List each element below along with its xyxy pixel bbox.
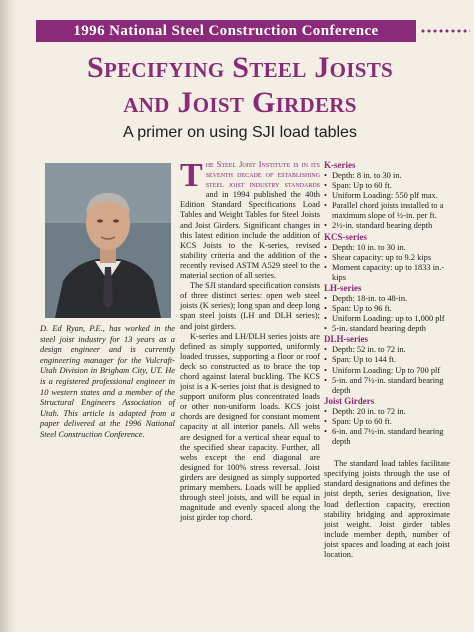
body-paragraph-2: The SJI standard specification consists of three distinct series: open web steel joists (K series); long span and deep long span steel joists (LH and DLH series); and joist girders. <box>180 281 320 331</box>
series-spec-column <box>324 160 450 560</box>
list-item: • Depth: 18-in. to 48-in. <box>324 294 450 304</box>
list-item: • Parallel chord joists installed to a maximum slope of ½-in. per ft. <box>324 201 450 221</box>
closing-paragraph: The standard load tables facilitate specifying joists through the use of standard designations and defines the joist depth, series designation, live load deflection capacity, erection stability bridging and approximate joist weight. Joist girder tables include member depth, number of joist spaces and loading at each joist location. <box>324 459 450 559</box>
list-item: • Uniform Loading: up to 1,000 plf <box>324 314 450 324</box>
list-item: • Depth: 52 in. to 72 in. <box>324 345 450 355</box>
title-line-1: Specifying Steel Joists <box>86 51 393 84</box>
series-lh <box>324 283 450 334</box>
body-paragraph-1-text: and in 1994 published the 40th Edition Standard Specifications Load Tables and Weight Tables for Steel Joists and Joist Girders. Significant changes in this latest edition include the addition of KCS Joists to the K-series, revised stability criteria and the addition of the recently revised ASTM A529 steel to the material section of all series. <box>180 190 320 281</box>
series-heading: DLH-series <box>324 334 368 345</box>
drop-cap: T <box>180 157 203 194</box>
list-item: • Depth: 8 in. to 30 in. <box>324 171 450 181</box>
title-line-2: and Joist Girders <box>123 86 357 119</box>
author-bio-caption: D. Ed Ryan, P.E., has worked in the steel joist industry for 13 years as a design engineer and is currently engineering manager for the Vulcraft-Utah Division in Brigham City, UT. He is a registered professional engineer in 10 western states and a member of the Structural Engineers Association of Utah. This article is adapted from a paper delivered at the 1996 National Steel Construction Conference. <box>40 324 175 439</box>
list-item: • Depth: 10 in. to 30 in. <box>324 243 450 253</box>
list-item: • Span: Up to 60 ft. <box>324 417 450 427</box>
series-heading: K-series <box>324 160 356 170</box>
body-paragraph-3: K-series and LH/DLH series joists are defined as simply supported, uniformly loaded trusses, supporting a floor or roof deck so constructed as to brace the top chord against lateral buckling. The KCS joist is a K-series joist that is designed to support uniform plus concentrated loads or other non-uniform loads. KCS joist chords are designed for constant moment capacity at all interior panels. All webs are designed for a vertical shear equal to the specified shear capacity. Further, all webs except the end diagonal are designed for 100% stress reversal. Joist girders are designed as simply supported primary members. Loads will be applied through steel joists, and will be equal in magnitude and evenly spaced along the joist girder top chord. <box>180 331 320 523</box>
list-item: • Moment capacity: up to 1833 in.-kips <box>324 263 450 283</box>
series-heading: KCS-series <box>324 231 367 242</box>
list-item: • Depth: 20 in. to 72 in. <box>324 407 450 417</box>
article-body-column <box>180 157 320 523</box>
series-dlh <box>324 334 450 395</box>
author-photo <box>45 163 171 318</box>
series-heading: Joist Girders <box>324 395 375 406</box>
list-item: • Uniform Loading: 550 plf max. <box>324 191 450 201</box>
list-item: • Shear capacity: up to 9.2 kips <box>324 253 450 263</box>
list-item: • Span: Up to 144 ft. <box>324 355 450 365</box>
article-title <box>40 50 440 120</box>
banner-dot-leader <box>420 29 470 33</box>
series-kcs <box>324 232 450 283</box>
list-item: • 6-in. and 7½-in. standard bearing depth <box>324 427 450 447</box>
series-heading: LH-series <box>324 282 362 293</box>
article-subtitle: A primer on using SJI load tables <box>123 124 357 141</box>
body-paragraph-1 <box>180 157 320 281</box>
series-k <box>324 160 450 232</box>
page-binding-edge <box>0 0 16 632</box>
list-item: • Span: Up to 60 ft. <box>324 181 450 191</box>
list-item: • Uniform Loading: Up to 700 plf <box>324 366 450 376</box>
list-item: • 5-in. standard bearing depth <box>324 324 450 334</box>
list-item: • Span: Up to 96 ft. <box>324 304 450 314</box>
lead-in-small-caps: he Steel Joist Institute is in its seventh decade of establishing steel joist industry standards <box>205 160 320 190</box>
list-item: • 5-in. and 7½-in. standard bearing depth <box>324 376 450 396</box>
conference-banner: 1996 National Steel Construction Conference <box>36 20 416 42</box>
list-item: • 2½-in. standard bearing depth <box>324 221 450 231</box>
series-joist-girders <box>324 396 450 447</box>
